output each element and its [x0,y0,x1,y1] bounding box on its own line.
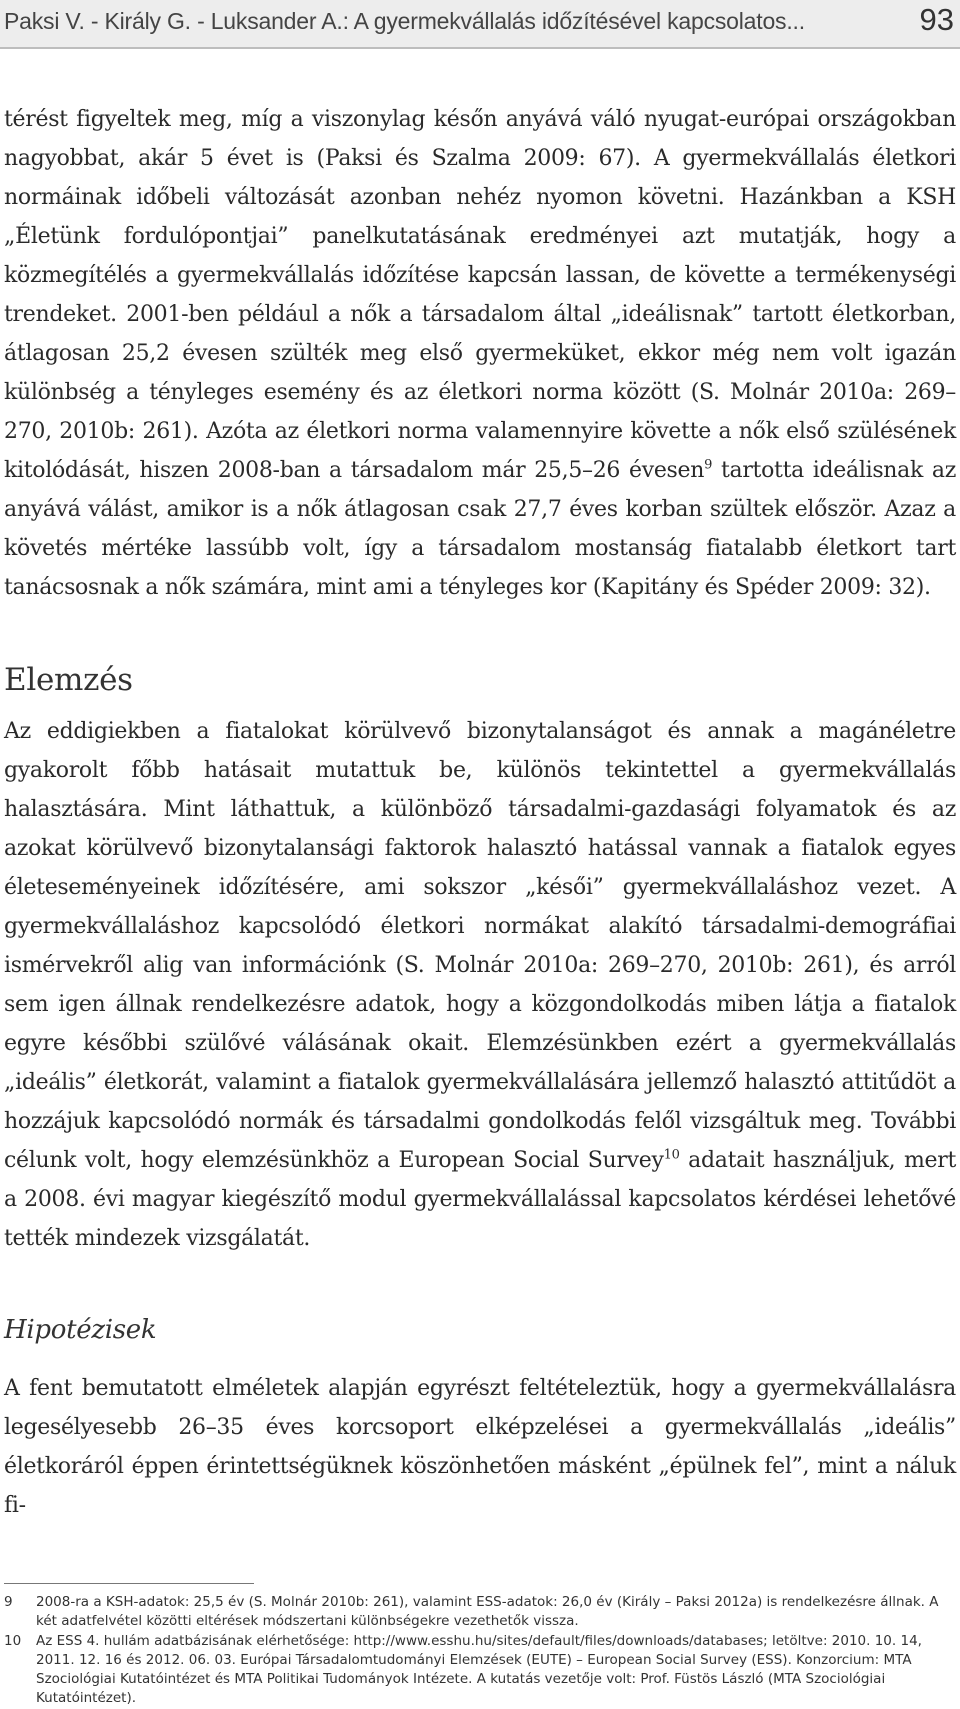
footnote-number: 9 [4,1594,13,1610]
running-header [0,0,960,49]
paragraph-text: tartotta ideálisnak az anyává válást, amikor is a nők átlagosan csak 27,7 éves korban szültek először. Azaz a követés mértéke lassúbb volt, így a társadalom mostanság fiatalabb életkort tart tanácsosnak a nők számára, mint ami a tényleges kor (Kapitány és Spéder 2009: 32). [4,458,956,600]
subsection-heading: Hipotézisek [4,1315,157,1345]
footnote-text: Az ESS 4. hullám adatbázisának elérhetősége: http://www.esshu.hu/sites/default/files/downloads/databases; letöltve: 2010. 10. 14, 2011. 12. 16 és 2012. 06. 03. Európai Társadalomtudományi Elemzések (EUTE) – European Social Survey (ESS). Konzorcium: MTA Szociológiai Kutatóintézet és MTA Politikai Tudományok Intézete. A kutatás vezetője volt: Prof. Füstös László (MTA Szociológiai Kutatóintézet). [36,1633,922,1706]
footnote-text: 2008-ra a KSH-adatok: 25,5 év (S. Molnár 2010b: 261), valamint ESS-adatok: 26,0 év (Király – Paksi 2012a) is rendelkezésre állnak. A két adatfelvétel közötti eltérések módszertani különbségekre vezethetők vissza. [36,1594,939,1629]
section-heading: Elemzés [4,662,133,698]
footnote-number: 10 [4,1633,22,1649]
running-header-title: Paksi V. - Király G. - Luksander A.: A gyermekvállalás időzítésével kapcsolatos... [4,8,805,34]
paragraph-text: adatait használjuk, mert a 2008. évi magyar kiegészítő modul gyermekvállalással kapcsolatos kérdései lehetővé tették mindezek vizsgálatát. [4,1148,957,1251]
paragraph [4,100,956,607]
footnotes [4,1593,956,1709]
page-number: 93 [919,2,954,37]
paragraph: A fent bemutatott elméletek alapján egyrészt feltételeztük, hogy a gyermekvállalásra legesélyesebb 26–35 éves korcsoport elképzelései a gyermekvállalás „ideális” életkoráról éppen érintettségüknek köszönhetően másként „épülnek fel”, mint a náluk fi- [4,1376,956,1518]
main-text [4,100,956,1525]
footnote-ref[interactable]: 10 [663,1147,680,1163]
paragraph-text: Az eddigiekben a fiatalokat körülvevő bizonytalanságot és annak a magánéletre gyakorolt főbb hatásait mutattuk be, különös tekintettel a gyermekvállalás halasztására. Mint láthattuk, a különböző társadalmi-gazdasági folyamatok és az azokat körülvevő bizonytalansági faktorok halasztó hatással vannak a fiatalok egyes életeseményeinek időzítésére, ami sokszor „késői” gyermekvállaláshoz vezet. A gyermekvállaláshoz kapcsolódó életkori normákat alakító társadalmi-demográfiai ismérvekről alig van információnk (S. Molnár 2010a: 269–270, 2010b: 261), és arról sem igen állnak rendelkezésre adatok, hogy a közgondolkodás miben látja a fiatalok egyre későbbi szülővé válásának okait. Elemzésünkben ezért a gyermekvállalás „ideális” életkorát, valamint a fiatalok gyermekvállalására jellemző halasztó attitűdöt a hozzájuk kapcsolódó normák és társadalmi gondolkodás felől vizsgáltuk meg. További célunk volt, hogy elemzésünkhöz a European Social Survey [4,719,956,1173]
footnote-divider [4,1583,254,1584]
footnote-ref[interactable]: 9 [704,457,713,473]
footnote [4,1632,956,1708]
paragraph [4,712,956,1258]
footnote [4,1593,956,1631]
paragraph-text: térést figyeltek meg, míg a viszonylag későn anyává váló nyugat-európai országokban nagyobbat, akár 5 évet is (Paksi és Szalma 2009: 67). A gyermekvállalás életkori normáinak időbeli változását azonban nehéz nyomon követni. Hazánkban a KSH „Életünk fordulópontjai” panelkutatásának eredményei azt mutatják, hogy a közmegítélés a gyermekvállalás időzítése kapcsán lassan, de követte a termékenységi trendeket. 2001-ben például a nők a társadalom által „ideálisnak” tartott életkorban, átlagosan 25,2 évesen szülték meg első gyermeküket, ekkor még nem volt igazán különbség a tényleges esemény és az életkori norma között (S. Molnár 2010a: 269–270, 2010b: 261). Azóta az életkori norma valamennyire követte a nők első szülésének kitolódását, hiszen 2008-ban a társadalom már 25,5–26 évesen [4,107,956,483]
